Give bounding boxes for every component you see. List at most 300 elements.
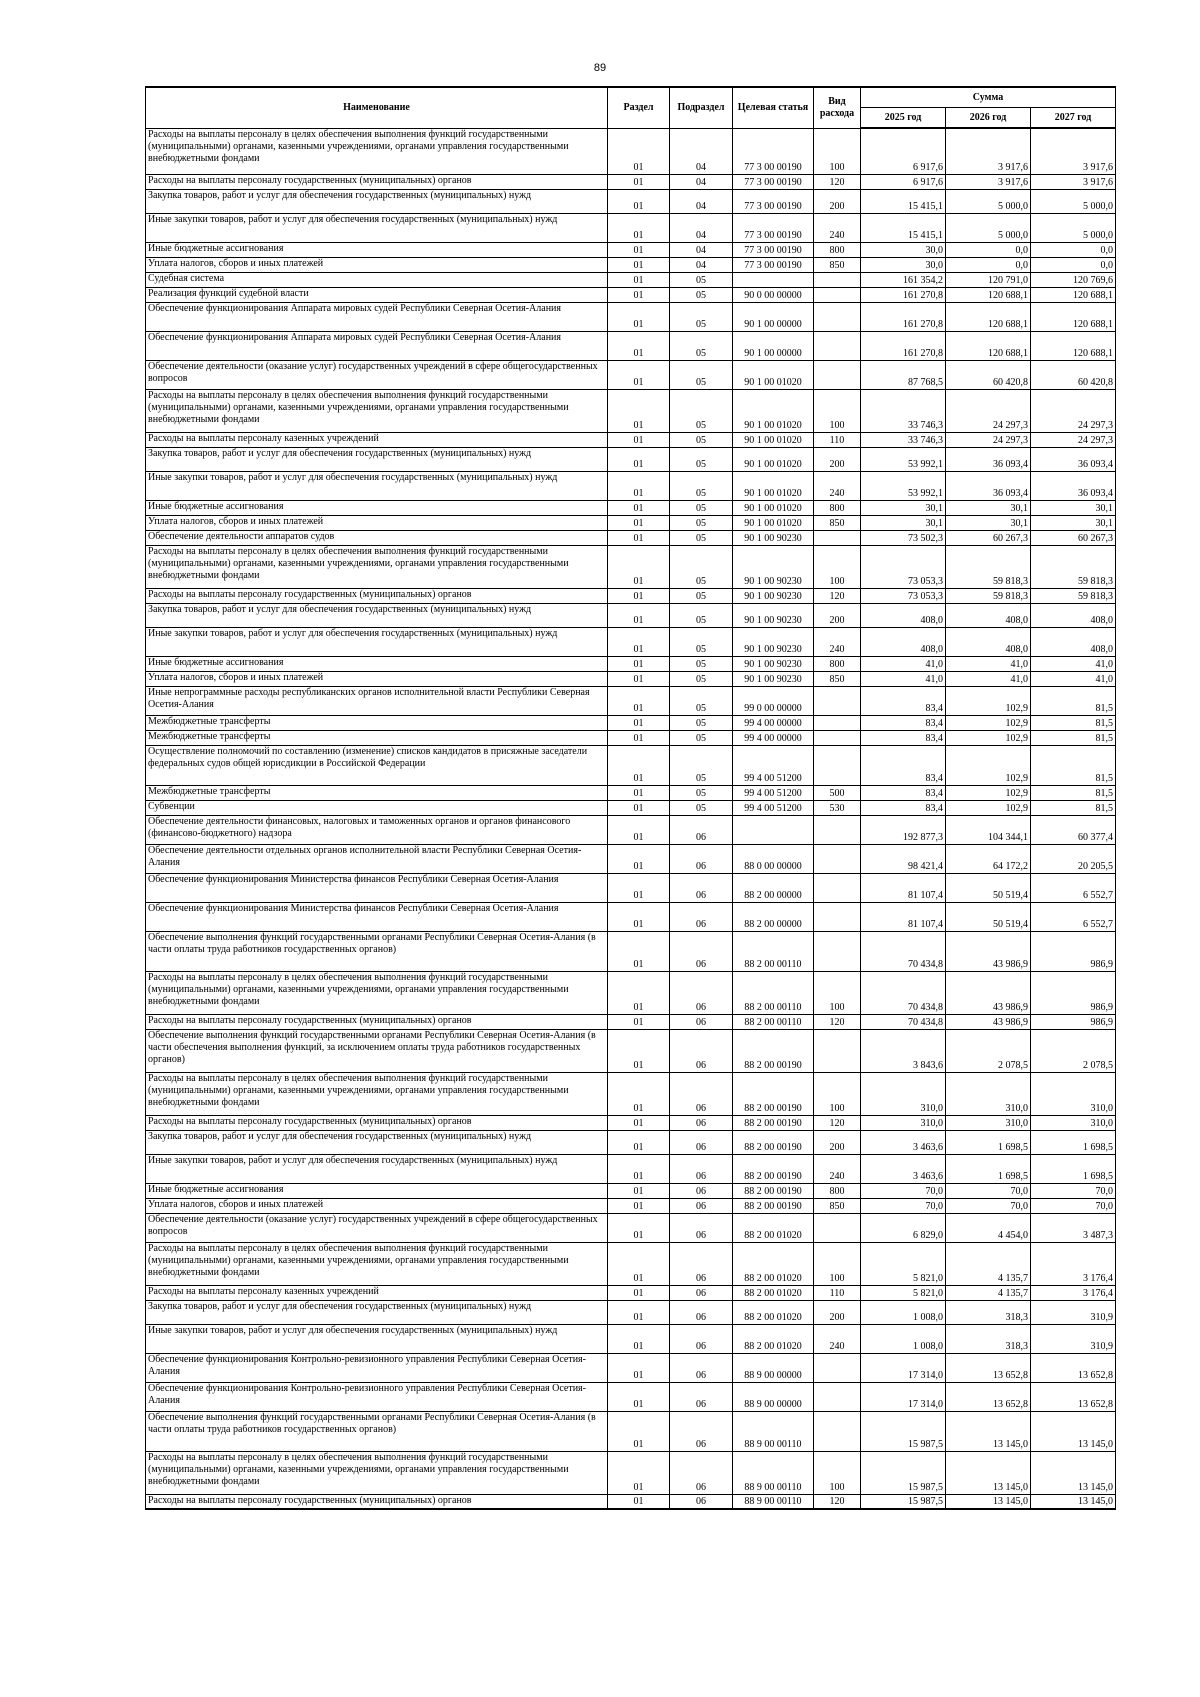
- table-row: [146, 1411, 1116, 1451]
- cell-section: 01: [608, 745, 670, 785]
- cell-section: 01: [608, 242, 670, 257]
- cell-name: Обеспечение деятельности финансовых, налоговых и таможенных органов и органов финансового (финансово-бюджетного) надзора: [146, 815, 608, 844]
- table-row: [146, 242, 1116, 257]
- cell-target-article: 88 2 00 00110: [733, 931, 814, 971]
- cell-subsection: 04: [670, 174, 733, 189]
- cell-name: Обеспечение деятельности (оказание услуг) государственных учреждений в сфере общегосударственных вопросов: [146, 360, 608, 389]
- cell-2025: 17 314,0: [861, 1382, 946, 1411]
- cell-subsection: 06: [670, 931, 733, 971]
- cell-subsection: 06: [670, 971, 733, 1014]
- cell-section: 01: [608, 1242, 670, 1285]
- cell-2025: 5 821,0: [861, 1285, 946, 1300]
- cell-target-article: 88 2 00 00190: [733, 1115, 814, 1130]
- table-row: [146, 588, 1116, 603]
- cell-2026: 4 454,0: [946, 1213, 1031, 1242]
- cell-subsection: 06: [670, 1324, 733, 1353]
- cell-expense-type: [814, 902, 861, 931]
- cell-2026: 13 145,0: [946, 1494, 1031, 1509]
- cell-2025: 1 008,0: [861, 1324, 946, 1353]
- cell-name: Обеспечение функционирования Контрольно-ревизионного управления Республики Северная Осетия-Алания: [146, 1353, 608, 1382]
- cell-expense-type: 100: [814, 128, 861, 174]
- cell-target-article: 90 1 00 90230: [733, 588, 814, 603]
- header-expense-type: Вид расхода: [814, 87, 861, 128]
- table-row: [146, 656, 1116, 671]
- cell-2027: 408,0: [1031, 627, 1116, 656]
- cell-2026: 3 917,6: [946, 174, 1031, 189]
- cell-2026: 102,9: [946, 715, 1031, 730]
- cell-name: Обеспечение функционирования Аппарата мировых судей Республики Северная Осетия-Алания: [146, 302, 608, 331]
- cell-2025: 87 768,5: [861, 360, 946, 389]
- cell-2025: 3 463,6: [861, 1154, 946, 1183]
- cell-subsection: 05: [670, 272, 733, 287]
- cell-section: 01: [608, 174, 670, 189]
- cell-section: 01: [608, 671, 670, 686]
- cell-expense-type: 800: [814, 1183, 861, 1198]
- cell-name: Уплата налогов, сборов и иных платежей: [146, 671, 608, 686]
- cell-target-article: 88 2 00 00190: [733, 1154, 814, 1183]
- cell-section: 01: [608, 128, 670, 174]
- cell-2027: 310,0: [1031, 1115, 1116, 1130]
- budget-table: [145, 86, 1116, 1510]
- cell-subsection: 05: [670, 360, 733, 389]
- cell-name: Расходы на выплаты персоналу в целях обеспечения выполнения функций государственными (муниципальными) органами, казенными учреждениями, органами управления государственными внебюджетными фондами: [146, 1072, 608, 1115]
- cell-expense-type: 120: [814, 174, 861, 189]
- cell-name: Иные закупки товаров, работ и услуг для обеспечения государственных (муниципальных) нужд: [146, 627, 608, 656]
- header-section: Раздел: [608, 87, 670, 128]
- cell-expense-type: [814, 745, 861, 785]
- cell-name: Расходы на выплаты персоналу в целях обеспечения выполнения функций государственными (муниципальными) органами, казенными учреждениями, органами управления государственными внебюджетными фондами: [146, 971, 608, 1014]
- cell-2027: 0,0: [1031, 257, 1116, 272]
- cell-target-article: 88 2 00 00190: [733, 1130, 814, 1154]
- cell-2025: 98 421,4: [861, 844, 946, 873]
- cell-2026: 36 093,4: [946, 447, 1031, 471]
- cell-subsection: 06: [670, 1072, 733, 1115]
- header-year-2027: 2027 год: [1031, 108, 1116, 129]
- cell-2026: 30,1: [946, 500, 1031, 515]
- cell-2025: 192 877,3: [861, 815, 946, 844]
- cell-target-article: 77 3 00 00190: [733, 174, 814, 189]
- table-row: [146, 174, 1116, 189]
- cell-2026: 408,0: [946, 627, 1031, 656]
- cell-2027: 310,0: [1031, 1072, 1116, 1115]
- cell-2025: 15 415,1: [861, 189, 946, 213]
- cell-name: Расходы на выплаты персоналу государственных (муниципальных) органов: [146, 174, 608, 189]
- cell-subsection: 05: [670, 545, 733, 588]
- cell-2026: 310,0: [946, 1115, 1031, 1130]
- cell-2025: 5 821,0: [861, 1242, 946, 1285]
- table-row: [146, 1382, 1116, 1411]
- cell-subsection: 06: [670, 1029, 733, 1072]
- table-row: [146, 1130, 1116, 1154]
- cell-target-article: 88 9 00 00000: [733, 1353, 814, 1382]
- cell-name: Иные непрограммные расходы республиканских органов исполнительной власти Республики Северная Осетия-Алания: [146, 686, 608, 715]
- table-row: [146, 272, 1116, 287]
- cell-expense-type: [814, 302, 861, 331]
- cell-2027: 70,0: [1031, 1198, 1116, 1213]
- cell-2027: 120 688,1: [1031, 331, 1116, 360]
- cell-expense-type: 200: [814, 1300, 861, 1324]
- cell-target-article: 88 9 00 00110: [733, 1494, 814, 1509]
- cell-2027: 5 000,0: [1031, 189, 1116, 213]
- cell-section: 01: [608, 272, 670, 287]
- cell-2025: 310,0: [861, 1115, 946, 1130]
- cell-subsection: 06: [670, 1198, 733, 1213]
- cell-name: Обеспечение деятельности аппаратов судов: [146, 530, 608, 545]
- cell-name: Обеспечение функционирования Аппарата мировых судей Республики Северная Осетия-Алания: [146, 331, 608, 360]
- cell-section: 01: [608, 545, 670, 588]
- cell-target-article: 88 2 00 00110: [733, 1014, 814, 1029]
- cell-target-article: [733, 815, 814, 844]
- cell-2025: 83,4: [861, 715, 946, 730]
- cell-2025: 3 463,6: [861, 1130, 946, 1154]
- cell-2026: 5 000,0: [946, 213, 1031, 242]
- cell-subsection: 05: [670, 745, 733, 785]
- cell-2026: 5 000,0: [946, 189, 1031, 213]
- cell-section: 01: [608, 515, 670, 530]
- cell-name: Расходы на выплаты персоналу государственных (муниципальных) органов: [146, 1494, 608, 1509]
- cell-name: Расходы на выплаты персоналу государственных (муниципальных) органов: [146, 1014, 608, 1029]
- cell-2027: 13 652,8: [1031, 1353, 1116, 1382]
- cell-2026: 102,9: [946, 686, 1031, 715]
- cell-2025: 30,1: [861, 515, 946, 530]
- cell-2025: 6 829,0: [861, 1213, 946, 1242]
- cell-2026: 4 135,7: [946, 1285, 1031, 1300]
- cell-section: 01: [608, 815, 670, 844]
- cell-2027: 81,5: [1031, 730, 1116, 745]
- cell-expense-type: 120: [814, 1494, 861, 1509]
- cell-2027: 5 000,0: [1031, 213, 1116, 242]
- cell-2026: 59 818,3: [946, 545, 1031, 588]
- cell-section: 01: [608, 1353, 670, 1382]
- header-subsection: Подраздел: [670, 87, 733, 128]
- cell-2025: 408,0: [861, 627, 946, 656]
- cell-target-article: 77 3 00 00190: [733, 242, 814, 257]
- cell-target-article: 88 2 00 00000: [733, 902, 814, 931]
- cell-target-article: 77 3 00 00190: [733, 128, 814, 174]
- table-row: [146, 213, 1116, 242]
- cell-subsection: 04: [670, 257, 733, 272]
- cell-expense-type: 100: [814, 389, 861, 432]
- cell-section: 01: [608, 213, 670, 242]
- cell-section: 01: [608, 1213, 670, 1242]
- table-row: [146, 1353, 1116, 1382]
- cell-target-article: 88 2 00 00190: [733, 1198, 814, 1213]
- cell-2026: 318,3: [946, 1300, 1031, 1324]
- table-row: [146, 686, 1116, 715]
- cell-2027: 24 297,3: [1031, 389, 1116, 432]
- cell-expense-type: 800: [814, 656, 861, 671]
- cell-2027: 986,9: [1031, 1014, 1116, 1029]
- cell-2026: 24 297,3: [946, 432, 1031, 447]
- header-sum: Сумма: [861, 87, 1116, 108]
- cell-name: Иные закупки товаров, работ и услуг для обеспечения государственных (муниципальных) нужд: [146, 471, 608, 500]
- cell-name: Межбюджетные трансферты: [146, 715, 608, 730]
- cell-section: 01: [608, 931, 670, 971]
- cell-expense-type: [814, 1382, 861, 1411]
- cell-2025: 81 107,4: [861, 873, 946, 902]
- cell-name: Закупка товаров, работ и услуг для обеспечения государственных (муниципальных) нужд: [146, 447, 608, 471]
- cell-2027: 408,0: [1031, 603, 1116, 627]
- cell-expense-type: 500: [814, 785, 861, 800]
- cell-name: Уплата налогов, сборов и иных платежей: [146, 515, 608, 530]
- cell-section: 01: [608, 1285, 670, 1300]
- table-row: [146, 1029, 1116, 1072]
- table-row: [146, 1300, 1116, 1324]
- cell-2027: 81,5: [1031, 715, 1116, 730]
- cell-subsection: 06: [670, 815, 733, 844]
- cell-section: 01: [608, 588, 670, 603]
- cell-expense-type: 100: [814, 1072, 861, 1115]
- cell-target-article: 90 1 00 01020: [733, 471, 814, 500]
- cell-target-article: 90 1 00 01020: [733, 360, 814, 389]
- cell-2025: 73 502,3: [861, 530, 946, 545]
- cell-2027: 310,9: [1031, 1324, 1116, 1353]
- cell-2027: 986,9: [1031, 971, 1116, 1014]
- cell-2026: 120 688,1: [946, 331, 1031, 360]
- cell-section: 01: [608, 1072, 670, 1115]
- cell-subsection: 05: [670, 432, 733, 447]
- cell-target-article: 77 3 00 00190: [733, 257, 814, 272]
- cell-subsection: 05: [670, 656, 733, 671]
- cell-expense-type: [814, 715, 861, 730]
- page-number: 89: [593, 62, 607, 74]
- cell-target-article: 90 1 00 00000: [733, 302, 814, 331]
- cell-target-article: 88 2 00 00110: [733, 971, 814, 1014]
- cell-subsection: 06: [670, 1353, 733, 1382]
- cell-target-article: 88 2 00 00190: [733, 1072, 814, 1115]
- header-year-2025: 2025 год: [861, 108, 946, 129]
- cell-name: Иные закупки товаров, работ и услуг для обеспечения государственных (муниципальных) нужд: [146, 213, 608, 242]
- cell-target-article: 90 1 00 90230: [733, 545, 814, 588]
- cell-expense-type: 850: [814, 515, 861, 530]
- cell-target-article: 88 2 00 01020: [733, 1300, 814, 1324]
- cell-section: 01: [608, 902, 670, 931]
- cell-name: Обеспечение выполнения функций государственными органами Республики Северная Осетия-Алания (в части оплаты труда работников государственных органов): [146, 931, 608, 971]
- cell-expense-type: 850: [814, 257, 861, 272]
- cell-subsection: 05: [670, 302, 733, 331]
- cell-section: 01: [608, 287, 670, 302]
- cell-subsection: 05: [670, 627, 733, 656]
- cell-name: Расходы на выплаты персоналу государственных (муниципальных) органов: [146, 588, 608, 603]
- cell-2027: 36 093,4: [1031, 471, 1116, 500]
- cell-name: Обеспечение выполнения функций государственными органами Республики Северная Осетия-Алания (в части оплаты труда работников государственных органов): [146, 1411, 608, 1451]
- cell-expense-type: 100: [814, 1451, 861, 1494]
- cell-2026: 120 688,1: [946, 287, 1031, 302]
- cell-name: Обеспечение функционирования Министерства финансов Республики Северная Осетия-Алания: [146, 902, 608, 931]
- cell-section: 01: [608, 1029, 670, 1072]
- cell-2026: 30,1: [946, 515, 1031, 530]
- cell-2027: 13 145,0: [1031, 1411, 1116, 1451]
- table-row: [146, 627, 1116, 656]
- cell-2027: 120 688,1: [1031, 287, 1116, 302]
- cell-2027: 13 145,0: [1031, 1451, 1116, 1494]
- cell-subsection: 04: [670, 242, 733, 257]
- cell-subsection: 05: [670, 515, 733, 530]
- cell-target-article: 90 1 00 01020: [733, 389, 814, 432]
- cell-2025: 15 987,5: [861, 1451, 946, 1494]
- cell-2026: 59 818,3: [946, 588, 1031, 603]
- cell-2027: 70,0: [1031, 1183, 1116, 1198]
- cell-expense-type: 530: [814, 800, 861, 815]
- cell-2026: 36 093,4: [946, 471, 1031, 500]
- cell-expense-type: 240: [814, 1324, 861, 1353]
- cell-2026: 43 986,9: [946, 1014, 1031, 1029]
- table-row: [146, 730, 1116, 745]
- table-row: [146, 815, 1116, 844]
- table-row: [146, 800, 1116, 815]
- cell-2025: 53 992,1: [861, 447, 946, 471]
- table-row: [146, 1014, 1116, 1029]
- cell-expense-type: 200: [814, 189, 861, 213]
- table-row: [146, 785, 1116, 800]
- cell-2025: 83,4: [861, 686, 946, 715]
- cell-subsection: 06: [670, 1183, 733, 1198]
- cell-target-article: 88 2 00 00000: [733, 873, 814, 902]
- cell-target-article: 88 9 00 00110: [733, 1451, 814, 1494]
- cell-2027: 60 267,3: [1031, 530, 1116, 545]
- table-row: [146, 360, 1116, 389]
- cell-2026: 50 519,4: [946, 902, 1031, 931]
- cell-target-article: 88 2 00 01020: [733, 1324, 814, 1353]
- table-row: [146, 603, 1116, 627]
- cell-section: 01: [608, 302, 670, 331]
- table-row: [146, 745, 1116, 785]
- cell-2025: 70 434,8: [861, 931, 946, 971]
- cell-target-article: 99 4 00 51200: [733, 745, 814, 785]
- table-row: [146, 302, 1116, 331]
- cell-2027: 24 297,3: [1031, 432, 1116, 447]
- cell-2025: 83,4: [861, 785, 946, 800]
- cell-name: Судебная система: [146, 272, 608, 287]
- cell-section: 01: [608, 360, 670, 389]
- cell-expense-type: [814, 287, 861, 302]
- cell-subsection: 05: [670, 287, 733, 302]
- cell-2027: 81,5: [1031, 800, 1116, 815]
- cell-2025: 70,0: [861, 1183, 946, 1198]
- cell-subsection: 06: [670, 1382, 733, 1411]
- cell-2026: 102,9: [946, 745, 1031, 785]
- table-row: [146, 1324, 1116, 1353]
- cell-expense-type: 100: [814, 545, 861, 588]
- cell-expense-type: [814, 1353, 861, 1382]
- cell-name: Закупка товаров, работ и услуг для обеспечения государственных (муниципальных) нужд: [146, 1300, 608, 1324]
- cell-name: Межбюджетные трансферты: [146, 730, 608, 745]
- cell-subsection: 04: [670, 128, 733, 174]
- cell-name: Расходы на выплаты персоналу государственных (муниципальных) органов: [146, 1115, 608, 1130]
- table-row: [146, 432, 1116, 447]
- cell-name: Уплата налогов, сборов и иных платежей: [146, 257, 608, 272]
- table-row: [146, 1213, 1116, 1242]
- cell-2027: 41,0: [1031, 656, 1116, 671]
- cell-section: 01: [608, 1183, 670, 1198]
- cell-name: Расходы на выплаты персоналу в целях обеспечения выполнения функций государственными (муниципальными) органами, казенными учреждениями, органами управления государственными внебюджетными фондами: [146, 389, 608, 432]
- cell-subsection: 05: [670, 603, 733, 627]
- cell-2025: 73 053,3: [861, 588, 946, 603]
- table-row: [146, 1183, 1116, 1198]
- cell-2027: 1 698,5: [1031, 1154, 1116, 1183]
- cell-expense-type: [814, 730, 861, 745]
- cell-name: Иные бюджетные ассигнования: [146, 1183, 608, 1198]
- cell-target-article: 90 1 00 01020: [733, 447, 814, 471]
- cell-2026: 0,0: [946, 242, 1031, 257]
- cell-subsection: 06: [670, 1154, 733, 1183]
- cell-2026: 43 986,9: [946, 971, 1031, 1014]
- cell-expense-type: [814, 815, 861, 844]
- cell-name: Реализация функций судебной власти: [146, 287, 608, 302]
- cell-target-article: 90 1 00 90230: [733, 603, 814, 627]
- cell-target-article: 88 2 00 01020: [733, 1213, 814, 1242]
- cell-section: 01: [608, 603, 670, 627]
- table-row: [146, 287, 1116, 302]
- cell-2025: 310,0: [861, 1072, 946, 1115]
- cell-2025: 30,0: [861, 257, 946, 272]
- cell-2025: 83,4: [861, 745, 946, 785]
- cell-expense-type: 100: [814, 971, 861, 1014]
- cell-subsection: 06: [670, 1115, 733, 1130]
- cell-name: Иные бюджетные ассигнования: [146, 242, 608, 257]
- cell-subsection: 05: [670, 471, 733, 500]
- cell-2027: 20 205,5: [1031, 844, 1116, 873]
- cell-2025: 3 843,6: [861, 1029, 946, 1072]
- cell-expense-type: 120: [814, 1115, 861, 1130]
- cell-subsection: 05: [670, 715, 733, 730]
- cell-subsection: 06: [670, 1285, 733, 1300]
- cell-2027: 3 917,6: [1031, 174, 1116, 189]
- cell-2026: 318,3: [946, 1324, 1031, 1353]
- cell-2025: 30,1: [861, 500, 946, 515]
- cell-section: 01: [608, 257, 670, 272]
- table-row: [146, 1115, 1116, 1130]
- cell-name: Обеспечение функционирования Министерства финансов Республики Северная Осетия-Алания: [146, 873, 608, 902]
- cell-section: 01: [608, 530, 670, 545]
- cell-subsection: 06: [670, 1213, 733, 1242]
- cell-name: Обеспечение деятельности отдельных органов исполнительной власти Республики Северная Осетия-Алания: [146, 844, 608, 873]
- cell-section: 01: [608, 971, 670, 1014]
- cell-2026: 102,9: [946, 800, 1031, 815]
- cell-section: 01: [608, 844, 670, 873]
- cell-name: Расходы на выплаты персоналу в целях обеспечения выполнения функций государственными (муниципальными) органами, казенными учреждениями, органами управления государственными внебюджетными фондами: [146, 128, 608, 174]
- cell-name: Расходы на выплаты персоналу в целях обеспечения выполнения функций государственными (муниципальными) органами, казенными учреждениями, органами управления государственными внебюджетными фондами: [146, 1242, 608, 1285]
- cell-section: 01: [608, 627, 670, 656]
- cell-section: 01: [608, 873, 670, 902]
- cell-2027: 41,0: [1031, 671, 1116, 686]
- cell-2025: 53 992,1: [861, 471, 946, 500]
- cell-expense-type: [814, 360, 861, 389]
- cell-2027: 2 078,5: [1031, 1029, 1116, 1072]
- cell-target-article: 99 4 00 51200: [733, 800, 814, 815]
- cell-name: Закупка товаров, работ и услуг для обеспечения государственных (муниципальных) нужд: [146, 1130, 608, 1154]
- cell-subsection: 06: [670, 1300, 733, 1324]
- cell-expense-type: 850: [814, 671, 861, 686]
- cell-name: Обеспечение деятельности (оказание услуг) государственных учреждений в сфере общегосударственных вопросов: [146, 1213, 608, 1242]
- cell-target-article: 88 2 00 00190: [733, 1029, 814, 1072]
- cell-target-article: 88 9 00 00110: [733, 1411, 814, 1451]
- cell-2027: 120 688,1: [1031, 302, 1116, 331]
- cell-name: Расходы на выплаты персоналу в целях обеспечения выполнения функций государственными (муниципальными) органами, казенными учреждениями, органами управления государственными внебюджетными фондами: [146, 545, 608, 588]
- cell-2027: 3 487,3: [1031, 1213, 1116, 1242]
- cell-section: 01: [608, 432, 670, 447]
- cell-subsection: 06: [670, 1242, 733, 1285]
- cell-2027: 0,0: [1031, 242, 1116, 257]
- cell-2027: 3 917,6: [1031, 128, 1116, 174]
- table-row: [146, 189, 1116, 213]
- cell-2025: 15 415,1: [861, 213, 946, 242]
- cell-2027: 13 145,0: [1031, 1494, 1116, 1509]
- table-row: [146, 1242, 1116, 1285]
- cell-2025: 15 987,5: [861, 1411, 946, 1451]
- cell-2026: 13 145,0: [946, 1451, 1031, 1494]
- table-row: [146, 331, 1116, 360]
